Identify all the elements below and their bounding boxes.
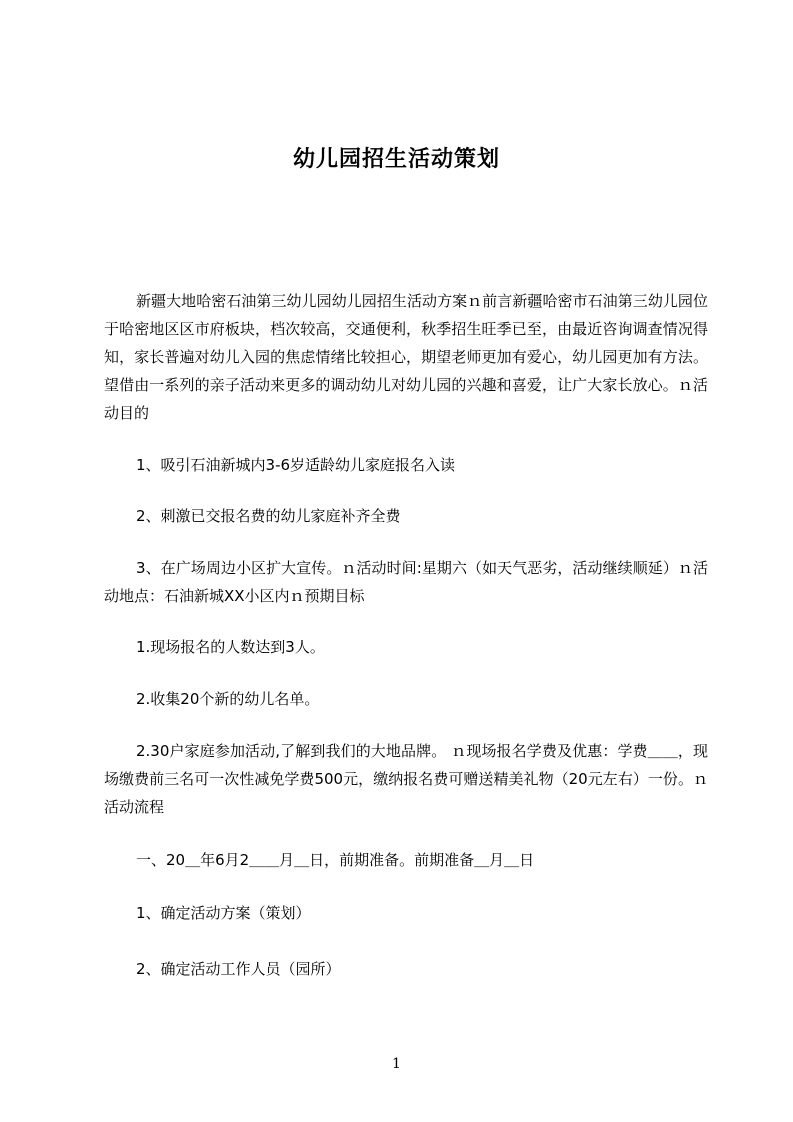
- paragraph-intro: 新疆大地哈密石油第三幼儿园幼儿园招生活动方案ｎ前言新疆哈密市石油第三幼儿园位于哈密地区区市府板块，档次较高，交通便利，秋季招生旺季已至，由最近咨询调查情况得知，家长普遍对幼儿入园的焦虑情绪比较担心，期望老师更加有爱心，幼儿园更加有方法。望借由一系列的亲子活动来更多的调动幼儿对幼儿园的兴趣和喜爱，让广大家长放心。ｎ活动目的: [104, 292, 708, 422]
- paragraph-step-2: 2、确定活动工作人员（园所）: [136, 960, 341, 978]
- paragraph-goal-3: 3、在广场周边小区扩大宣传。ｎ活动时间:星期六（如天气恶劣，活动继续顺延）ｎ活动地点：石油新城XX小区内ｎ预期目标: [104, 559, 708, 605]
- page-number: 1: [392, 1056, 401, 1072]
- paragraph-step-1: 1、确定活动方案（策划）: [136, 904, 311, 922]
- document-title: 幼儿园招生活动策划: [292, 147, 500, 172]
- paragraph-target-1: 1.现场报名的人数达到3人。: [136, 638, 325, 656]
- paragraph-schedule: 一、20＿年6月2＿＿月＿日，前期准备。前期准备＿月＿日: [136, 851, 535, 869]
- paragraph-goal-2: 2、刺激已交报名费的幼儿家庭补齐全费: [136, 507, 401, 525]
- paragraph-goal-1: 1、吸引石油新城内3-6岁适龄幼儿家庭报名入读: [136, 456, 456, 474]
- paragraph-target-3: 2.30户家庭参加活动,了解到我们的大地品牌。 ｎ现场报名学费及优惠：学费＿＿，现场缴费前三名可一次性减免学费500元，缴纳报名费可赠送精美礼物（20元左右）一份。ｎ活动流程: [104, 742, 708, 816]
- paragraph-target-2: 2.收集20个新的幼儿名单。: [136, 690, 320, 708]
